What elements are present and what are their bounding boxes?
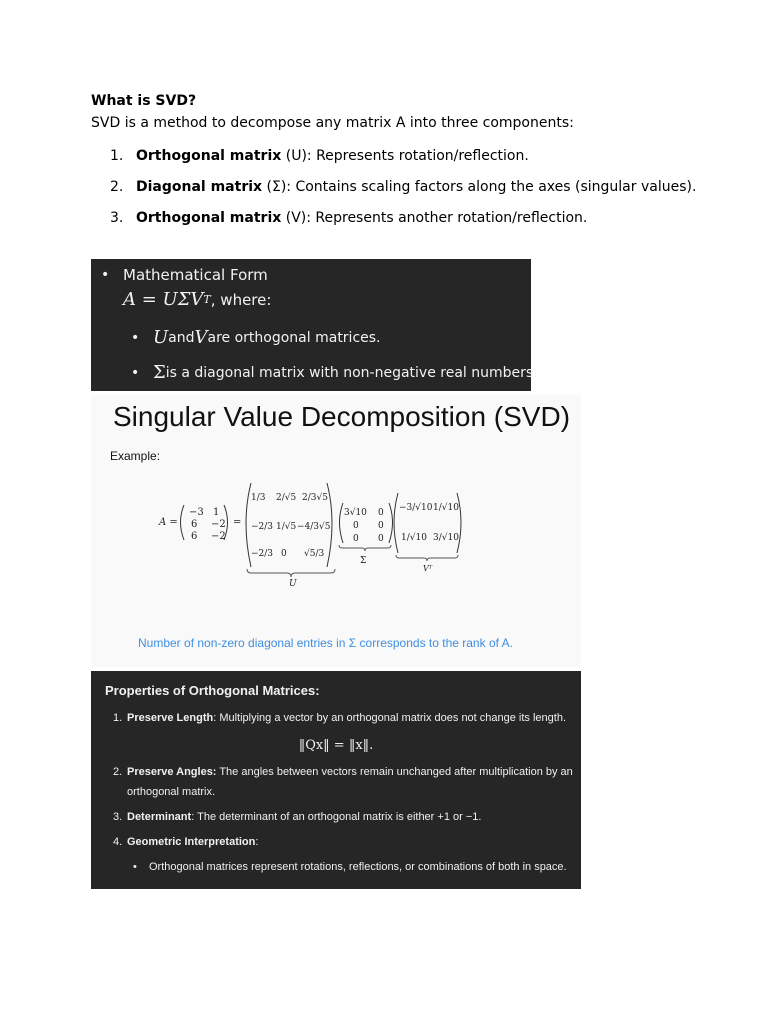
math-symbol-sigma: Σ [153, 362, 166, 383]
matrix-cell: −2 [211, 519, 226, 530]
u-label: U [289, 579, 297, 589]
matrix-cell: 1 [213, 507, 220, 518]
matrix-cell: 3/√10 [433, 533, 459, 543]
math-symbol-u: U [153, 327, 169, 348]
matrix-cell: 1/3 [251, 493, 266, 503]
figure-title: Singular Value Decomposition (SVD) [113, 401, 571, 432]
matrix-cell: 1/√10 [401, 533, 427, 543]
transpose-superscript: T [203, 293, 211, 306]
property-text-continued: orthogonal matrix. [127, 786, 216, 798]
property-text: : The determinant of an orthogonal matrix is either +1 or −1. [191, 811, 482, 823]
length-equation: ‖Qx‖ = ‖x‖. [298, 738, 374, 753]
bullet-icon: • [131, 329, 140, 346]
bullet-icon: • [131, 364, 140, 381]
property-item [113, 811, 481, 823]
list-item [110, 146, 710, 166]
property-text: : Multiplying a vector by an orthogonal matrix does not change its length. [213, 712, 567, 724]
rank-note: Number of non-zero diagonal entries in Σ corresponds to the rank of A. [138, 636, 513, 650]
matrix-cell: 0 [378, 534, 384, 544]
matrix-cell: −2/3 [251, 549, 274, 559]
matrix-cell: −2 [211, 531, 226, 542]
matrix-cell: 3√10 [344, 508, 367, 518]
svd-formula: A = UΣV [123, 289, 204, 310]
bullet-icon: • [133, 861, 137, 873]
list-item-text: (V): Represents another rotation/reflection. [281, 210, 588, 226]
math-text: and [168, 329, 195, 346]
sub-item-text: Orthogonal matrices represent rotations, reflections, or combinations of both in space. [149, 861, 567, 873]
list-number: 2. [110, 179, 124, 195]
math-text: are orthogonal matrices. [207, 329, 381, 346]
matrix-cell: −3 [189, 507, 204, 518]
matrix-cell: √5/3 [304, 549, 325, 559]
matrix-cell: 6 [191, 519, 198, 530]
matrix-cell: 0 [281, 549, 287, 559]
intro-text: SVD is a method to decompose any matrix A into three components: [91, 115, 574, 131]
properties-title: Properties of Orthogonal Matrices: [105, 683, 320, 698]
property-bold: Preserve Length [127, 712, 214, 724]
math-form-panel [91, 259, 538, 391]
list-item-bold: Diagonal matrix [136, 179, 263, 195]
property-text: The angles between vectors remain unchanged after multiplication by an [216, 766, 573, 778]
property-bold: Determinant [127, 811, 192, 823]
matrix-cell: 0 [353, 521, 359, 531]
matrix-cell: 6 [191, 531, 198, 542]
property-item [113, 836, 258, 848]
property-number: 1. [113, 712, 123, 724]
matrix-cell: 2/3√5 [302, 493, 328, 503]
matrix-cell: 1/√10 [433, 503, 459, 513]
list-item-text: (Σ): Contains scaling factors along the axes (singular values). [262, 179, 697, 195]
example-label: Example: [110, 449, 161, 463]
sub-list-item [133, 861, 567, 873]
matrix-cell: 0 [378, 508, 384, 518]
svd-matrix-equation [91, 455, 581, 665]
list-item-bold: Orthogonal matrix [136, 148, 282, 164]
formula-suffix: , where: [210, 290, 272, 309]
bullet-icon: • [101, 267, 110, 283]
list-item-text: (U): Represents rotation/reflection. [281, 148, 529, 164]
property-item [113, 766, 573, 778]
vt-label: Vᵀ [423, 564, 433, 573]
sigma-label: Σ [360, 556, 367, 566]
properties-panel [91, 671, 581, 889]
property-number: 3. [113, 811, 123, 823]
svg-text:=: = [233, 517, 242, 528]
matrix-cell: −3/√10 [399, 503, 433, 513]
list-item [110, 177, 710, 197]
math-symbol-v: V [194, 327, 208, 348]
components-list [110, 146, 710, 239]
svd-example-figure [91, 395, 581, 667]
property-number: 4. [113, 836, 123, 848]
matrix-cell: 0 [353, 534, 359, 544]
property-bold: Preserve Angles: [127, 766, 217, 778]
list-item-bold: Orthogonal matrix [136, 210, 282, 226]
lhs-label: A = [159, 517, 178, 528]
property-text: : [255, 836, 259, 848]
list-number: 3. [110, 210, 124, 226]
matrix-cell: −4/3√5 [297, 522, 331, 532]
property-number: 2. [113, 766, 123, 778]
matrix-cell: 0 [378, 521, 384, 531]
matrix-cell: 1/√5 [276, 522, 297, 532]
matrix-cell: 2/√5 [276, 493, 297, 503]
property-bold: Geometric Interpretation [127, 836, 256, 848]
section-heading: What is SVD? [91, 93, 197, 109]
list-item [110, 208, 710, 228]
matrix-cell: −2/3 [251, 522, 274, 532]
math-text: is a diagonal matrix with non-negative real numbers. [165, 364, 538, 381]
math-form-title: Mathematical Form [123, 266, 268, 284]
list-number: 1. [110, 148, 124, 164]
property-item [113, 712, 566, 724]
